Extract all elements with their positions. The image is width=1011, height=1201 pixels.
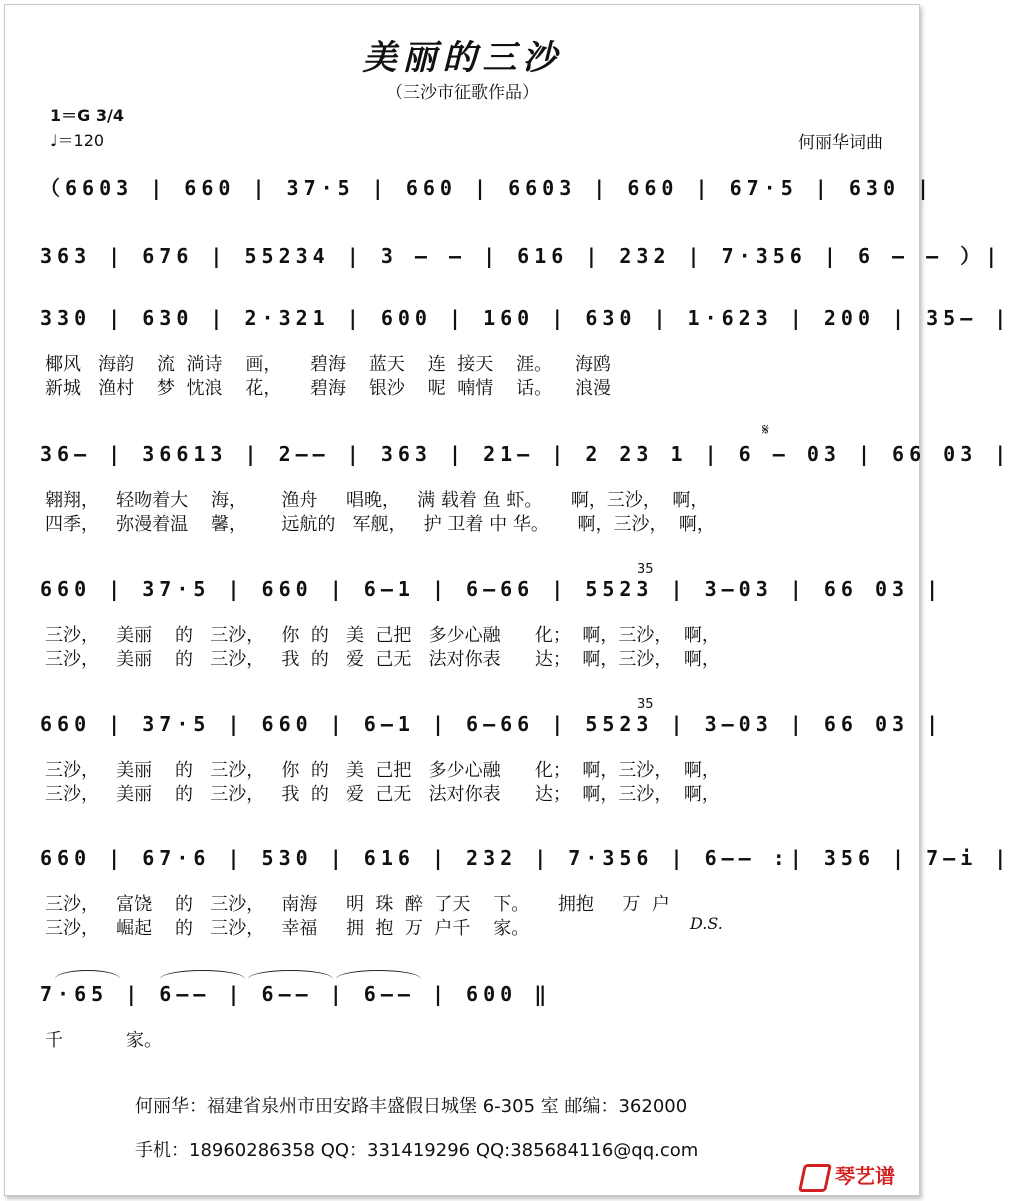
song-title: 美丽的三沙 bbox=[362, 38, 563, 78]
lyric-row-3a: 三沙， 美丽 的 三沙， 你 的 美 己把 多少心融 化； 啊，三沙， 啊， bbox=[45, 625, 720, 646]
lyric-row-4a: 三沙， 美丽 的 三沙， 你 的 美 己把 多少心融 化； 啊，三沙， 啊， bbox=[45, 760, 720, 781]
lyric-row-3b: 三沙， 美丽 的 三沙， 我 的 爱 己无 法对你表 达； 啊，三沙， 啊， bbox=[45, 649, 720, 670]
site-logo bbox=[801, 1160, 895, 1192]
contact-phone: 手机：18960286358 QQ：331419296 QQ:385684116@qq.com bbox=[135, 1140, 699, 1161]
dal-segno-mark: D.S. bbox=[690, 914, 723, 933]
lyric-row-1b: 新城 渔村 梦 忱浪 花， 碧海 银沙 呢 喃情 话。 浪漫 bbox=[45, 378, 611, 399]
logo-text: 琴艺谱 bbox=[835, 1164, 895, 1188]
notation-row-7: 660 | 67·6 | 530 | 616 | 232 | 7·356 | 6—— :| 356 | 7—i | bbox=[40, 846, 1011, 870]
lyric-row-4b: 三沙， 美丽 的 三沙， 我 的 爱 己无 法对你表 达； 啊，三沙， 啊， bbox=[45, 784, 720, 805]
grace-note-2: 35 bbox=[637, 697, 654, 712]
qin-logo-icon bbox=[798, 1164, 832, 1192]
notation-row-6: 660 | 37·5 | 660 | 6—1 | 6—66 | 5523 | 3—03 | 66 03 | bbox=[40, 712, 944, 736]
lyric-row-6: 千 家。 bbox=[45, 1030, 162, 1051]
song-subtitle: （三沙市征歌作品） bbox=[386, 83, 539, 103]
lyric-row-1a: 椰风 海韵 流 淌诗 画， 碧海 蓝天 连 接天 涯。 海鸥 bbox=[45, 354, 611, 375]
lyric-row-5b: 三沙， 崛起 的 三沙， 幸福 拥 抱 万 户千 家。 bbox=[45, 918, 530, 939]
notation-row-1: （6603 | 660 | 37·5 | 660 | 6603 | 660 | 67·5 | 630 | bbox=[40, 176, 935, 200]
notation-row-8: 7·65 | 6—— | 6—— | 6—— | 600 ‖ bbox=[40, 982, 552, 1006]
grace-note-1: 35 bbox=[637, 562, 654, 577]
composer-credit: 何丽华词曲 bbox=[798, 133, 883, 153]
tempo-marking: ♩＝120 bbox=[50, 131, 105, 150]
contact-address: 何丽华：福建省泉州市田安路丰盛假日城堡 6-305 室 邮编：362000 bbox=[135, 1096, 688, 1117]
segno-sign: 𝄋 bbox=[762, 420, 769, 439]
notation-row-4: 36— | 36613 | 2—— | 363 | 21— | 2 23 1 | 6 — 03 | 66 03 | bbox=[40, 442, 1011, 466]
notation-row-2: 363 | 676 | 55234 | 3 — — | 616 | 232 | 7·356 | 6 — — ）| bbox=[40, 244, 1003, 268]
lyric-row-2a: 翱翔， 轻吻着大 海， 渔舟 唱晚， 满 载着 鱼 虾。 啊，三沙， 啊， bbox=[45, 490, 709, 511]
lyric-row-5a: 三沙， 富饶 的 三沙， 南海 明 珠 醉 了天 下。 拥抱 万 户 bbox=[45, 894, 670, 915]
notation-row-3: 330 | 630 | 2·321 | 600 | 160 | 630 | 1·623 | 200 | 35— | bbox=[40, 306, 1011, 330]
key-signature: 1＝G 3/4 bbox=[50, 106, 124, 125]
notation-row-5: 660 | 37·5 | 660 | 6—1 | 6—66 | 5523 | 3—03 | 66 03 | bbox=[40, 577, 944, 601]
lyric-row-2b: 四季， 弥漫着温 馨， 远航的 军舰， 护 卫着 中 华。 啊，三沙， 啊， bbox=[45, 514, 715, 535]
